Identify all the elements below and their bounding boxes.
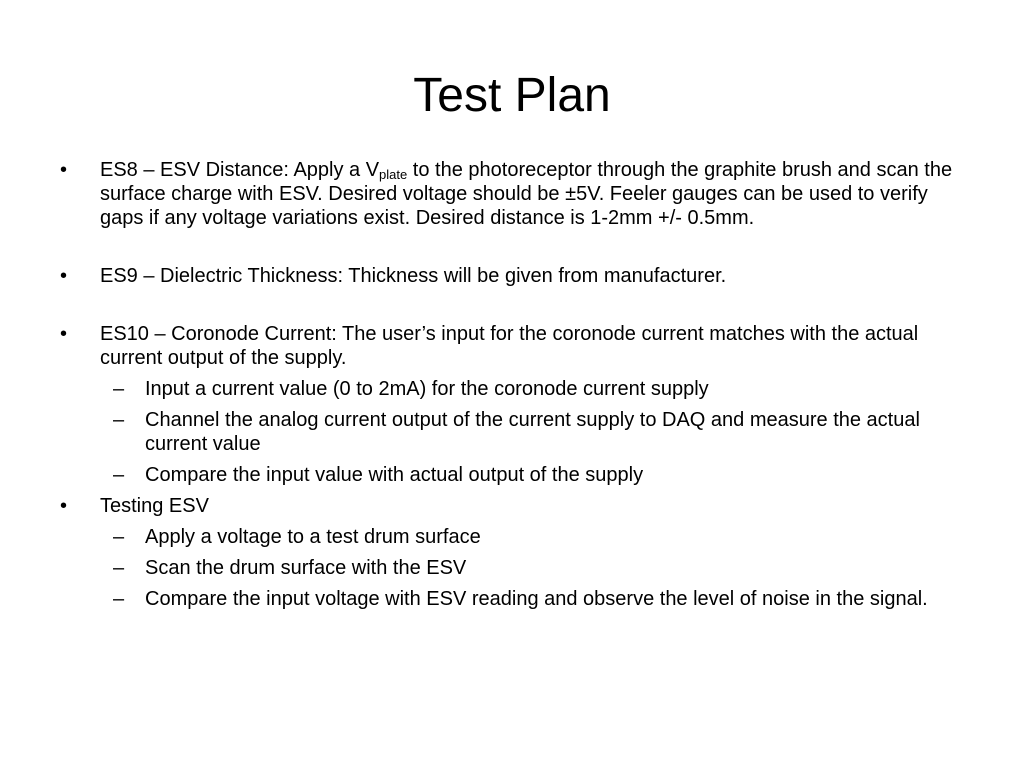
bullet-text: ES8 – ESV Distance: Apply a $V_{plate}$ to the photoreceptor through the graphite brush and scan the surface charge with ESV. Desired voltage should be ±5V. Feeler gauges can be used to verify gaps if any voltage variations exist. Desired distance is 1-2mm +/- 0.5mm. [100,159,953,229]
bullet-marker: • [60,495,68,517]
subscript-plate: plate [379,167,408,182]
bullet-marker: • [60,323,68,345]
bullet-es8 [58,158,968,230]
bullet-text: ES9 – Dielectric Thickness: Thickness will be given from manufacturer. [100,265,727,287]
sub-item [58,525,968,549]
bullet-es10 [58,322,968,370]
bullet-marker: • [60,265,68,287]
sub-item-text: Compare the input voltage with ESV reading and observe the level of noise in the signal. [145,588,928,610]
sub-marker: – [113,409,125,431]
sub-item-text: Input a current value (0 to 2mA) for the coronode current supply [145,378,709,400]
bullet-es9 [58,264,968,288]
sub-marker: – [113,588,125,610]
sub-item-text: Channel the analog current output of the current supply to DAQ and measure the actual current value [145,409,920,455]
sub-item [58,463,968,487]
slide-title: Test Plan [413,69,611,122]
sub-marker: – [113,378,125,400]
sub-marker: – [113,557,125,579]
sub-item [58,556,968,580]
bullet-testing-esv [58,494,968,518]
bullet-text: ES10 – Coronode Current: The user’s input for the coronode current matches with the actual current output of the supply. [100,323,919,369]
sub-item-text: Scan the drum surface with the ESV [145,557,467,579]
sub-item [58,408,968,456]
sub-marker: – [113,464,125,486]
sub-item [58,377,968,401]
sub-item-text: Apply a voltage to a test drum surface [145,526,481,548]
slide-body [58,158,968,611]
bullet-marker: • [60,159,68,181]
sub-item [58,587,968,611]
bullet-text: Testing ESV [100,495,209,517]
sub-marker: – [113,526,125,548]
sub-item-text: Compare the input value with actual output of the supply [145,464,644,486]
